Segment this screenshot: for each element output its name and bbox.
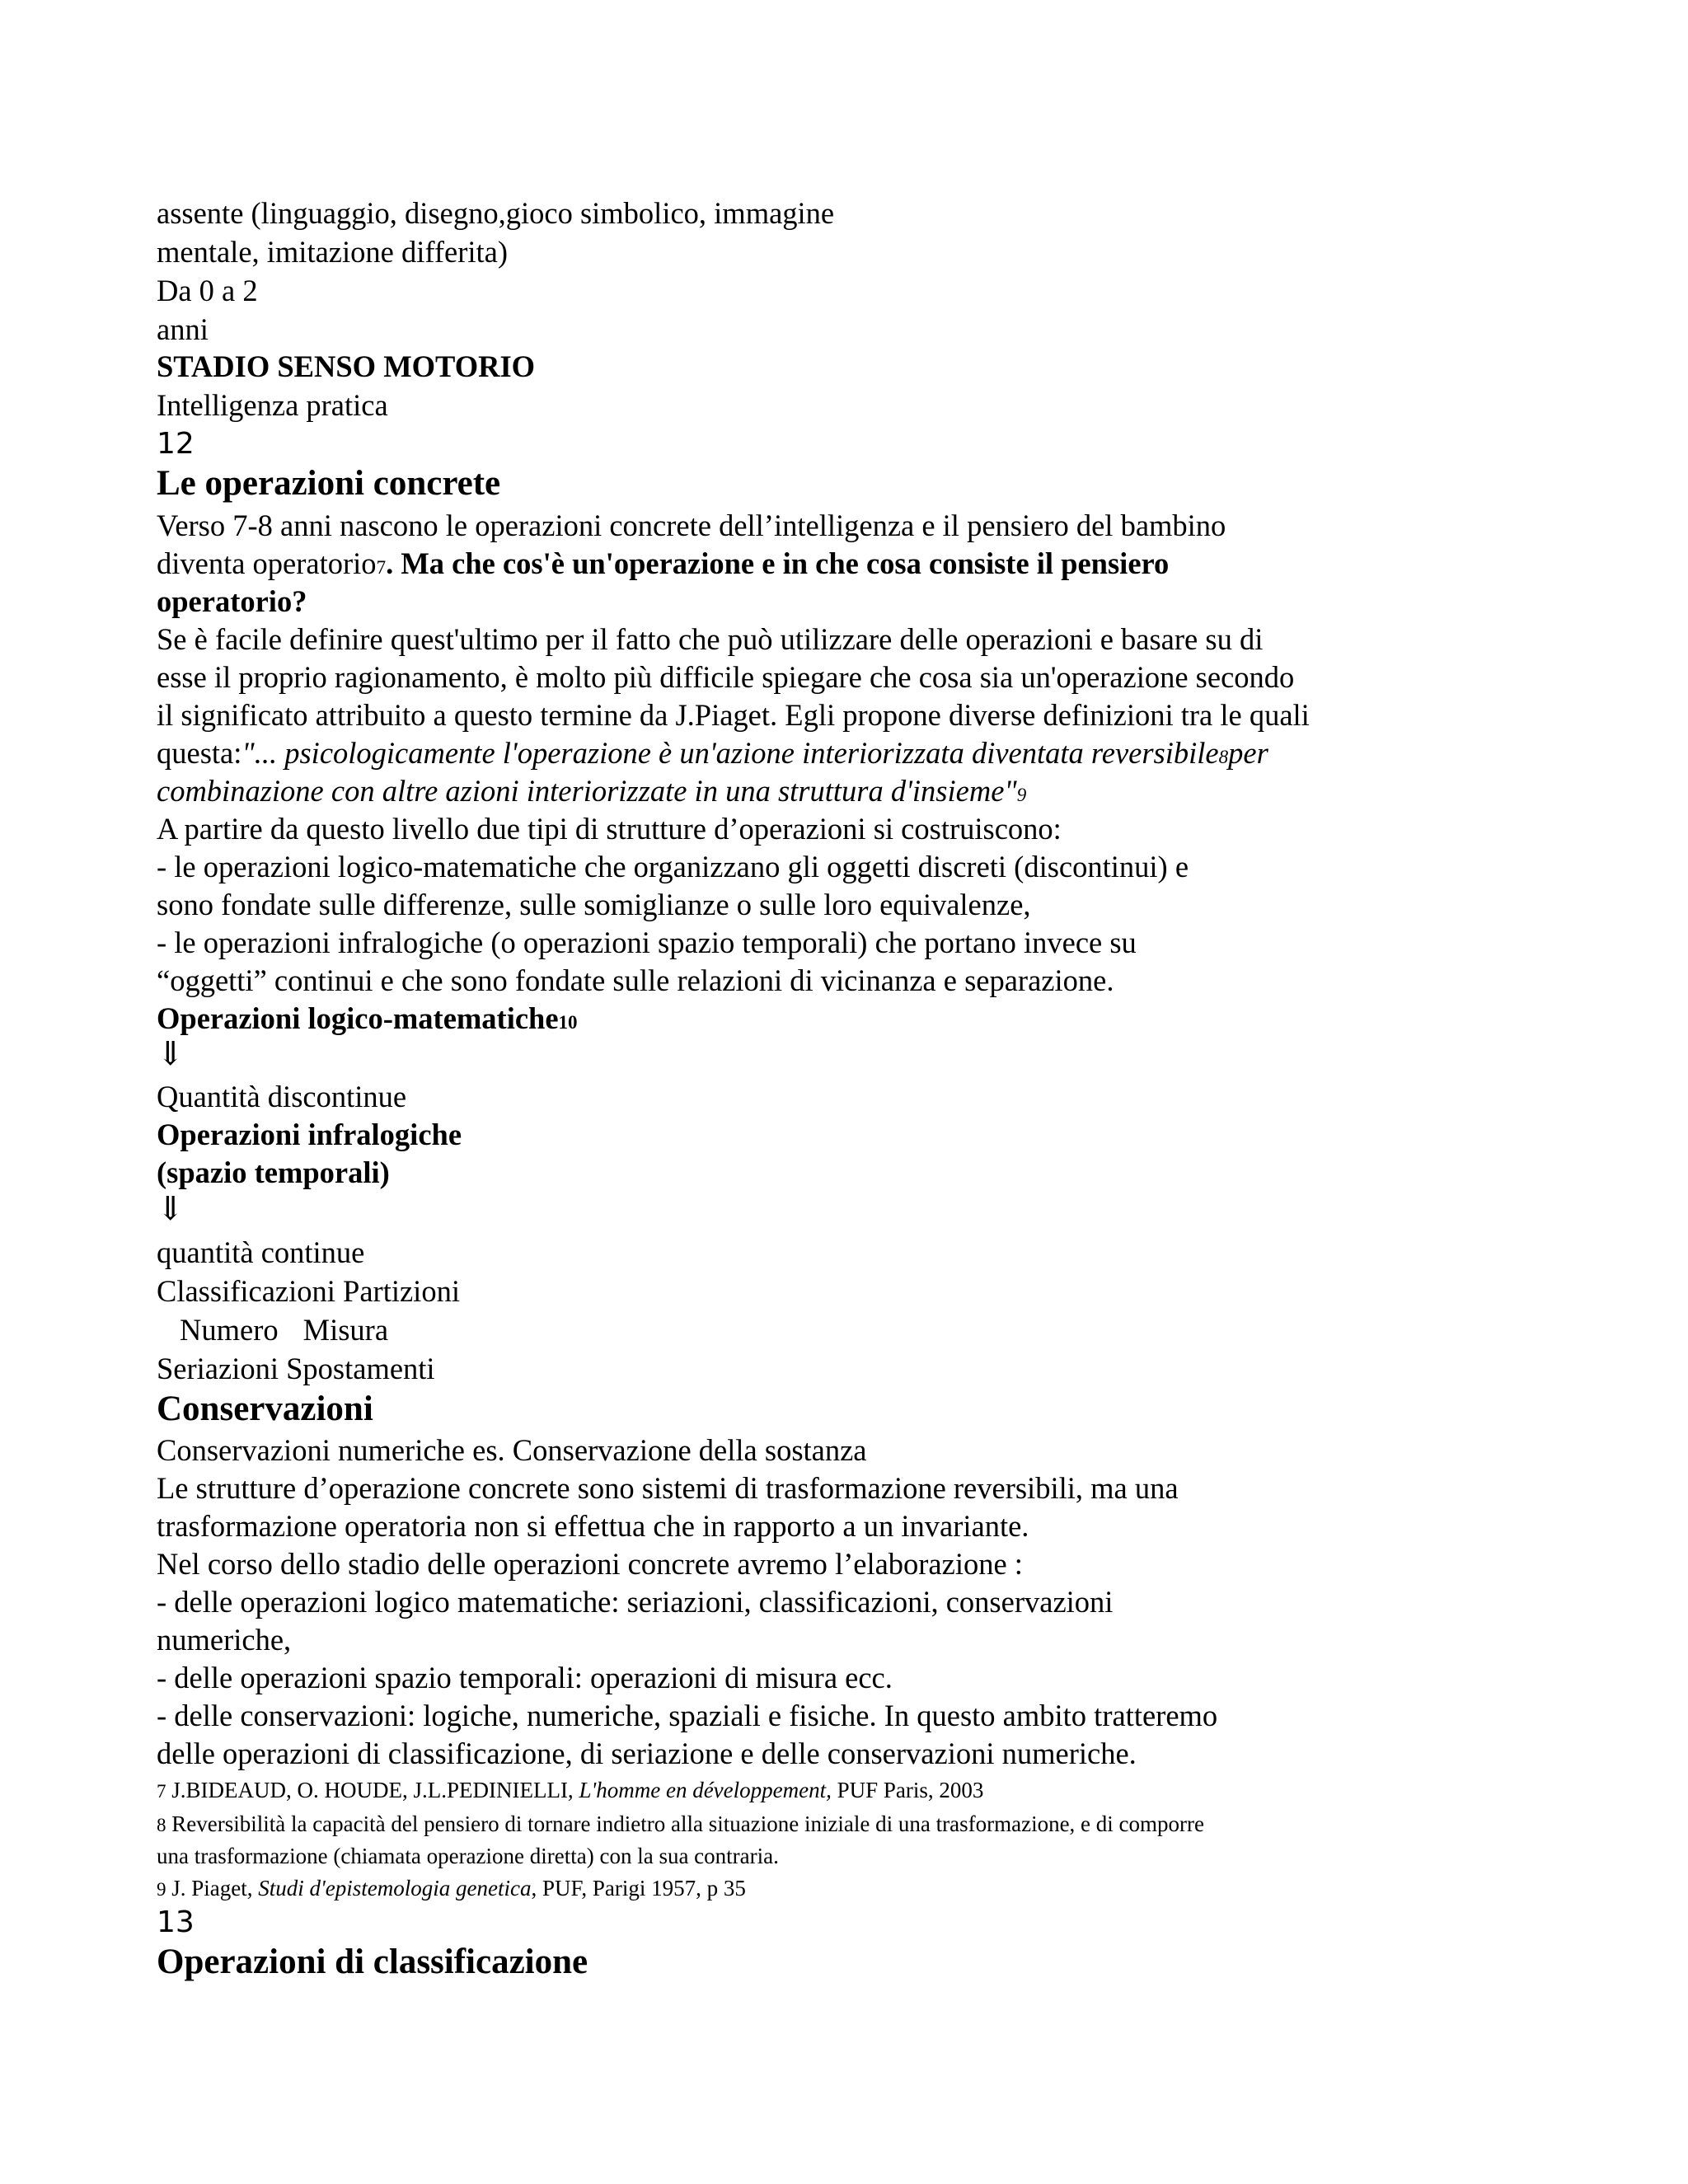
text-line: il significato attribuito a questo termine da J.Piaget. Egli propone diverse definizioni tra le quali — [157, 698, 1310, 732]
text-line: Classificazioni Partizioni — [157, 1274, 460, 1308]
section-heading: Operazioni di classificazione — [157, 1943, 588, 1981]
footnote-ref: 7 — [376, 557, 387, 578]
footnote — [157, 1810, 1204, 1840]
quote-text: per — [1228, 736, 1268, 770]
footnote-ref: 8 — [1218, 747, 1229, 767]
text-line: - le operazioni infralogiche (o operazioni spazio temporali) che portano invece su — [157, 926, 1137, 959]
text-line: Se è facile definire quest'ultimo per il fatto che può utilizzare delle operazioni e basare su di — [157, 622, 1264, 656]
text-line: “oggetti” continui e che sono fondate sulle relazioni di vicinanza e separazione. — [157, 963, 1114, 997]
footnote-title: Studi d'epistemologia genetica — [258, 1876, 532, 1900]
text-span: diventa operatorio — [157, 546, 377, 580]
bold-question: . Ma che cos'è un'operazione e in che cosa consiste il pensiero — [386, 546, 1170, 580]
text-line: A partire da questo livello due tipi di strutture d’operazioni si costruiscono: — [157, 812, 1062, 846]
footnote: una trasformazione (chiamata operazione diretta) con la sua contraria. — [157, 1844, 779, 1868]
footnote-text: PUF Paris, 2003 — [831, 1778, 984, 1802]
quote-text: combinazione con altre azioni interiorizzate in una struttura d'insieme" — [157, 774, 1017, 808]
down-arrow-icon: ⇓ — [157, 1035, 185, 1072]
text-line: Da 0 a 2 — [157, 274, 258, 307]
page-number: 12 — [157, 427, 195, 461]
text-line: Quantità discontinue — [157, 1080, 407, 1113]
text-line: sono fondate sulle differenze, sulle somiglianze o sulle loro equivalenze, — [157, 888, 1031, 921]
text-line: - le operazioni logico-matematiche che organizzano gli oggetti discreti (discontinui) e — [157, 850, 1189, 883]
footnote-ref: 9 — [1016, 785, 1027, 805]
footnote-text: , PUF, Parigi 1957, p 35 — [531, 1876, 746, 1900]
text-line — [157, 734, 1268, 776]
text-line: delle operazioni di classificazione, di seriazione e delle conservazioni numeriche. — [157, 1736, 1137, 1770]
footnote-text: J. Piaget, — [166, 1876, 259, 1900]
bold-question: operatorio? — [157, 584, 307, 618]
text-line: Le strutture d’operazione concrete sono sistemi di trasformazione reversibili, ma una — [157, 1471, 1179, 1505]
text-span: questa: — [157, 736, 242, 770]
text-line — [180, 1311, 388, 1349]
section-heading: Conservazioni — [157, 1390, 373, 1428]
quote-text: "... psicologicamente l'operazione è un'azione interiorizzata diventata reversibile — [241, 736, 1219, 770]
text-line: assente (linguaggio, disegno,gioco simbolico, immagine — [157, 196, 835, 230]
bold-label: Operazioni infralogiche — [157, 1118, 462, 1151]
text-line — [157, 772, 1026, 814]
footnote — [157, 1776, 983, 1806]
footnote-title: L'homme en développement, — [579, 1778, 832, 1802]
text-line: Intelligenza pratica — [157, 388, 388, 422]
section-heading: Le operazioni concrete — [157, 464, 501, 503]
text-line: Seriazioni Spostamenti — [157, 1352, 435, 1385]
text-line — [157, 545, 1169, 587]
page-number: 13 — [157, 1905, 195, 1939]
text-line: - delle conservazioni: logiche, numeriche, spaziali e fisiche. In questo ambito tratteremo — [157, 1699, 1218, 1732]
text-line: Conservazioni numeriche es. Conservazione della sostanza — [157, 1433, 867, 1467]
footnote-number: 7 — [157, 1781, 166, 1802]
footnote-number: 8 — [157, 1815, 166, 1835]
text-line: anni — [157, 312, 209, 346]
text-line: numeriche, — [157, 1623, 292, 1657]
bold-label: Operazioni logico-matematiche — [157, 1001, 559, 1035]
text-line: Nel corso dello stadio delle operazioni concrete avremo l’elaborazione : — [157, 1547, 1023, 1581]
text-span: Misura — [302, 1313, 389, 1347]
text-line: trasformazione operatoria non si effettua che in rapporto a un invariante. — [157, 1509, 1029, 1543]
text-line: - delle operazioni logico matematiche: seriazioni, classificazioni, conservazioni — [157, 1585, 1114, 1619]
stage-title: STADIO SENSO MOTORIO — [157, 349, 536, 383]
text-line: quantità continue — [157, 1235, 365, 1269]
down-arrow-icon: ⇓ — [157, 1190, 185, 1227]
bold-label: (spazio temporali) — [157, 1155, 390, 1189]
text-line: Verso 7-8 anni nascono le operazioni concrete dell’intelligenza e il pensiero del bambino — [157, 509, 1226, 542]
footnote-text: J.BIDEAUD, O. HOUDE, J.L.PEDINIELLI, — [166, 1778, 579, 1802]
footnote — [157, 1874, 746, 1904]
text-line: mentale, imitazione differita) — [157, 235, 508, 269]
text-line: - delle operazioni spazio temporali: operazioni di misura ecc. — [157, 1661, 893, 1694]
footnote-text: Reversibilità la capacità del pensiero di tornare indietro alla situazione iniziale di una trasformazione, e di comporre — [166, 1811, 1204, 1836]
text-line — [157, 1000, 578, 1042]
text-span: Numero — [180, 1313, 279, 1347]
text-line: esse il proprio ragionamento, è molto più difficile spiegare che cosa sia un'operazione secondo — [157, 660, 1295, 694]
footnote-number: 9 — [157, 1879, 166, 1900]
footnote-ref: 10 — [558, 1012, 578, 1033]
